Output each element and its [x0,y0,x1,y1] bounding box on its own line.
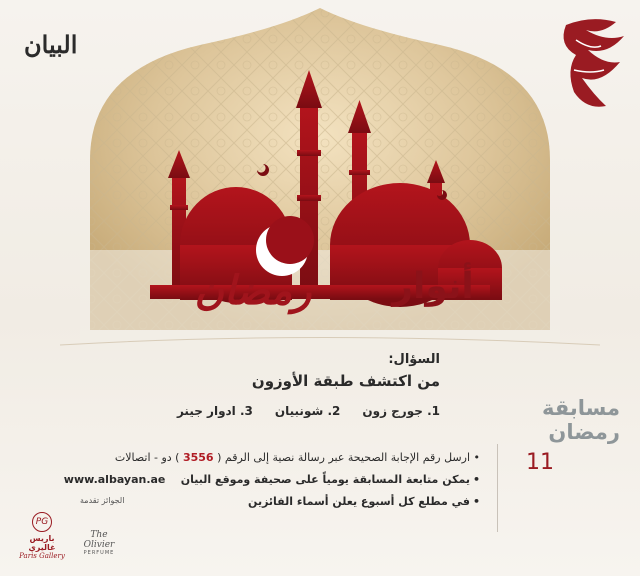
sms-carriers: ) دو - اتصالات [114,451,180,464]
instruction-follow [64,472,480,488]
newspaper-logo: البيان [24,30,78,59]
calligraphy-corner-icon [546,10,632,120]
paris-gallery-ar: باريس غاليري [28,534,56,552]
sponsors-caption: الجوائز تقدمة [80,496,125,505]
answer-options [177,404,440,418]
follow-text: يمكن متابعة المسابقة يومياً على صحيفة وموقع البيان [180,473,470,486]
instructions-list [64,450,480,516]
olivier-name: The Olivier [83,530,115,550]
sponsor-olivier [74,530,124,556]
sponsor-paris-gallery [18,512,66,560]
sms-code: 3556 [182,451,214,464]
question-label: السؤال: [388,352,440,367]
contest-title: مسابقة رمضان [542,396,620,444]
olivier-sub: PERFUME [83,550,115,556]
divider [497,444,498,532]
paris-gallery-logo-icon: PG [32,512,52,532]
answer-option-2: 2. شونبيان [274,404,341,418]
answer-option-1: 1. جورج زون [362,404,440,418]
title-word-ramadan: رمضان [194,267,312,314]
question-text: من اكتشف طبقة الأوزون [251,372,440,390]
sms-text: ارسل رقم الإجابة الصحيحة عبر رسالة نصية إلى الرقم ( [217,451,470,464]
instruction-weekly: • في مطلع كل أسبوع يعلن أسماء الفائزين [64,494,480,510]
title-word-anwar: أنوار [392,266,474,307]
instruction-sms [64,450,480,466]
answer-option-3: 3. ادوار جينر [176,404,253,418]
website-link[interactable]: www.albayan.ae [63,473,166,486]
contest-number: 11 [526,450,554,475]
paris-gallery-en: Paris Gallery [19,552,65,560]
